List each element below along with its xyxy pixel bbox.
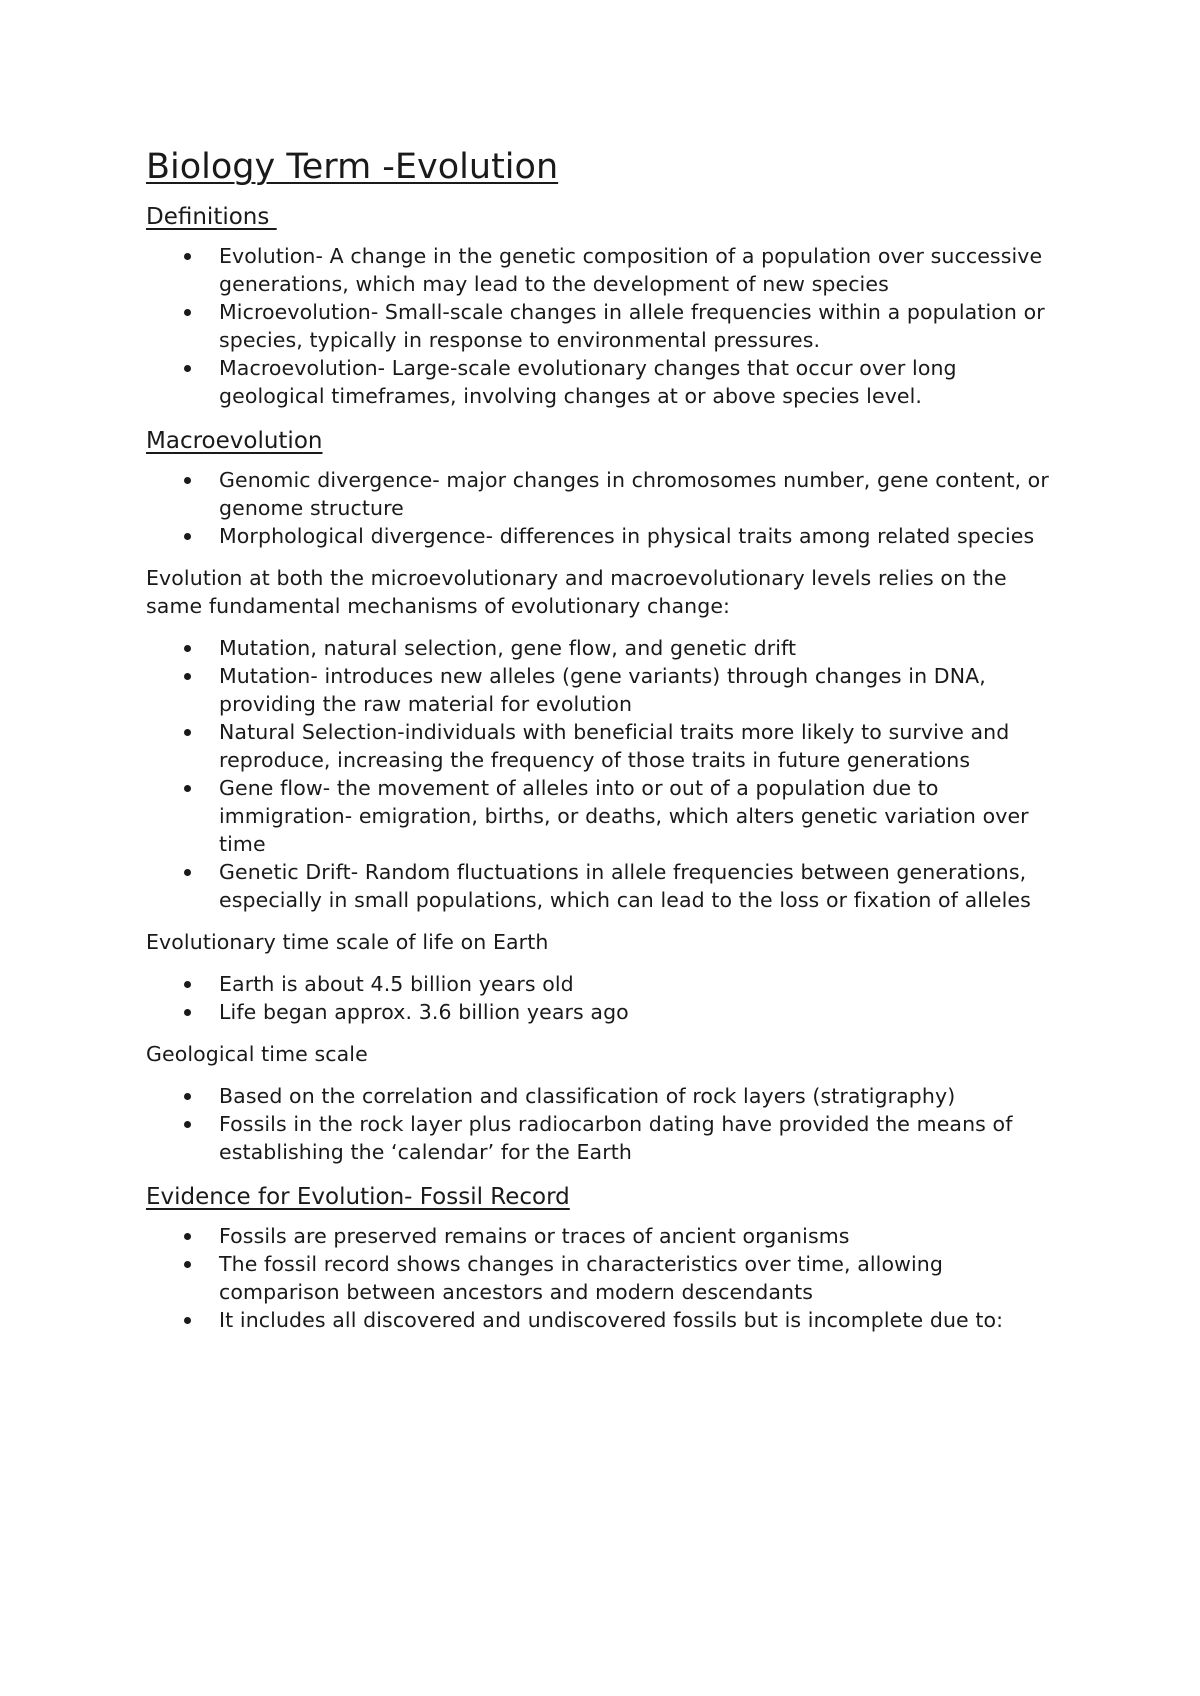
document-page xyxy=(146,144,1066,1348)
list-item-text: Genomic divergence- major changes in chromosomes number, gene content, or genome structure xyxy=(219,468,1049,520)
bullet-icon xyxy=(184,309,191,316)
list-item-text: Life began approx. 3.6 billion years ago xyxy=(219,1000,629,1024)
bullet-icon xyxy=(184,729,191,736)
bullet-icon xyxy=(184,533,191,540)
heading-definitions: Definitions xyxy=(146,204,277,230)
list-item xyxy=(146,718,1066,774)
list-item xyxy=(146,242,1066,298)
list-item-text: Earth is about 4.5 billion years old xyxy=(219,972,574,996)
bullet-icon xyxy=(184,981,191,988)
list-item xyxy=(146,1222,1066,1250)
timescale-label: Evolutionary time scale of life on Earth xyxy=(146,930,549,954)
list-item xyxy=(146,466,1066,522)
list-item xyxy=(146,1082,1066,1110)
bullet-icon xyxy=(184,1261,191,1268)
bullet-icon xyxy=(184,1317,191,1324)
bullet-icon xyxy=(184,1093,191,1100)
page-title: Biology Term -Evolution xyxy=(146,147,559,187)
list-item-text: The fossil record shows changes in characteristics over time, allowing comparison between ancestors and modern descendants xyxy=(219,1252,943,1304)
bullet-icon xyxy=(184,785,191,792)
definitions-list xyxy=(146,242,1066,410)
bullet-icon xyxy=(184,365,191,372)
list-item-text: Natural Selection-individuals with beneficial traits more likely to survive and reproduce, increasing the frequency of those traits in future generations xyxy=(219,720,1010,772)
list-item xyxy=(146,298,1066,354)
list-item-text: Genetic Drift- Random fluctuations in allele frequencies between generations, especially in small populations, which can lead to the loss or fixation of alleles xyxy=(219,860,1031,912)
list-item xyxy=(146,774,1066,858)
list-item-text: Evolution- A change in the genetic composition of a population over successive generations, which may lead to the development of new species xyxy=(219,244,1043,296)
list-item xyxy=(146,522,1066,550)
mechanisms-list xyxy=(146,634,1066,914)
bullet-icon xyxy=(184,477,191,484)
timescale-list xyxy=(146,970,1066,1026)
list-item-text: Microevolution- Small-scale changes in allele frequencies within a population or species, typically in response to environmental pressures. xyxy=(219,300,1045,352)
list-item-text: Fossils are preserved remains or traces of ancient organisms xyxy=(219,1224,850,1248)
list-item xyxy=(146,662,1066,718)
bullet-icon xyxy=(184,673,191,680)
bullet-icon xyxy=(184,645,191,652)
list-item xyxy=(146,858,1066,914)
list-item xyxy=(146,1250,1066,1306)
fossil-list xyxy=(146,1222,1066,1334)
list-item-text: It includes all discovered and undiscovered fossils but is incomplete due to: xyxy=(219,1308,1004,1332)
bullet-icon xyxy=(184,869,191,876)
bullet-icon xyxy=(184,1009,191,1016)
list-item xyxy=(146,1110,1066,1166)
macroevolution-list xyxy=(146,466,1066,550)
list-item xyxy=(146,634,1066,662)
list-item-text: Mutation- introduces new alleles (gene variants) through changes in DNA, providing the raw material for evolution xyxy=(219,664,986,716)
geological-list xyxy=(146,1082,1066,1166)
list-item-text: Macroevolution- Large-scale evolutionary changes that occur over long geological timeframes, involving changes at or above species level. xyxy=(219,356,957,408)
bullet-icon xyxy=(184,1121,191,1128)
list-item-text: Mutation, natural selection, gene flow, and genetic drift xyxy=(219,636,797,660)
mechanisms-intro: Evolution at both the microevolutionary and macroevolutionary levels relies on the same fundamental mechanisms of evolutionary change: xyxy=(146,566,1007,618)
list-item-text: Morphological divergence- differences in physical traits among related species xyxy=(219,524,1035,548)
list-item-text: Based on the correlation and classification of rock layers (stratigraphy) xyxy=(219,1084,956,1108)
bullet-icon xyxy=(184,1233,191,1240)
geological-label: Geological time scale xyxy=(146,1042,368,1066)
bullet-icon xyxy=(184,253,191,260)
list-item xyxy=(146,998,1066,1026)
heading-macroevolution: Macroevolution xyxy=(146,428,323,454)
list-item-text: Gene flow- the movement of alleles into or out of a population due to immigration- emigration, births, or deaths, which alters genetic variation over time xyxy=(219,776,1029,856)
list-item xyxy=(146,354,1066,410)
list-item-text: Fossils in the rock layer plus radiocarbon dating have provided the means of establishing the ‘calendar’ for the Earth xyxy=(219,1112,1013,1164)
list-item xyxy=(146,970,1066,998)
list-item xyxy=(146,1306,1066,1334)
heading-fossil-record: Evidence for Evolution- Fossil Record xyxy=(146,1184,570,1210)
